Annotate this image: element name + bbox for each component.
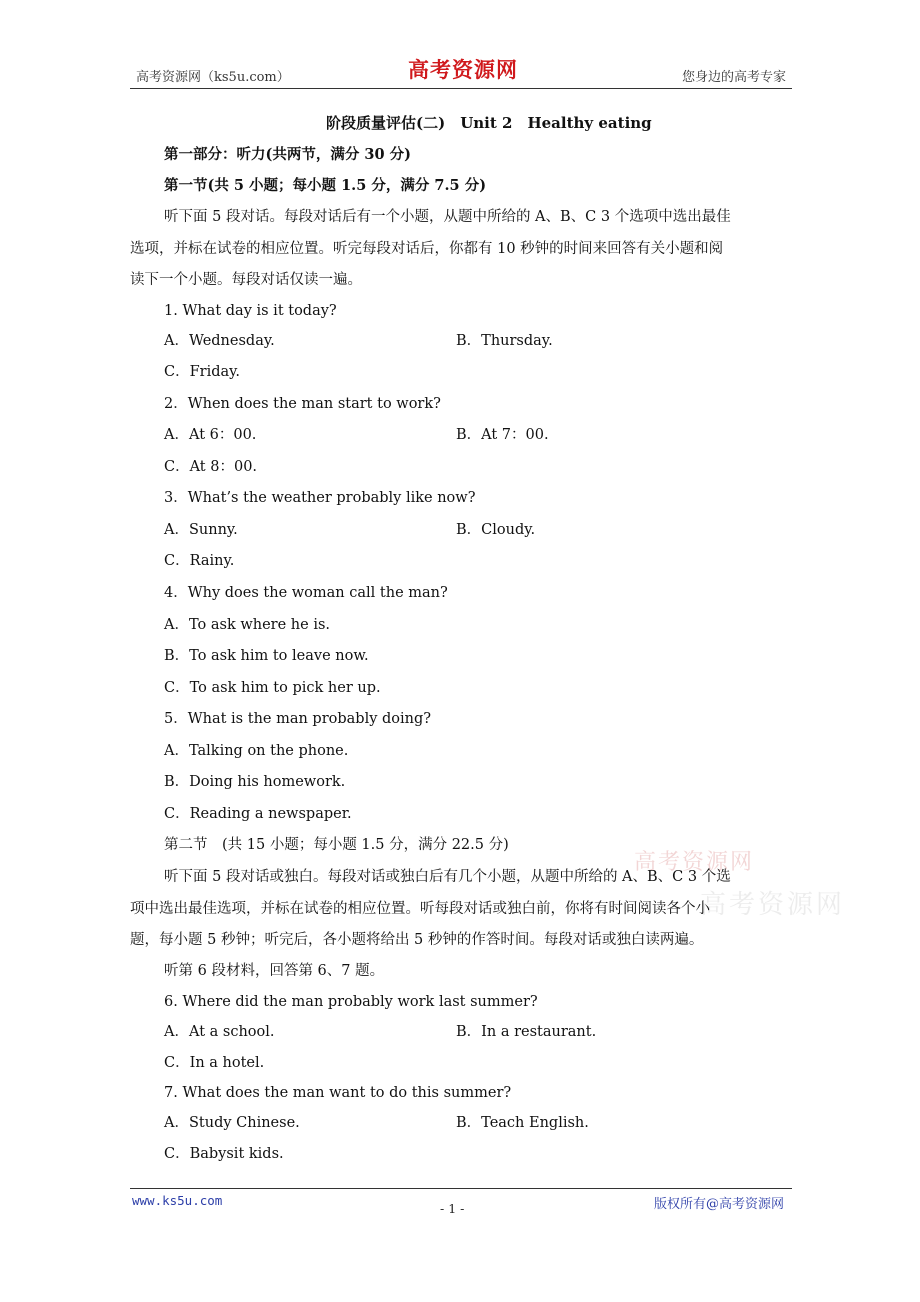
q7-option-a: A．Study Chinese. [164, 1115, 300, 1131]
header-site-name: 高考资源网（ks5u.com） [136, 70, 290, 85]
page-title: 阶段质量评估(二) Unit 2 Healthy eating [326, 114, 652, 132]
question-7: 7. What does the man want to do this summer? [164, 1085, 512, 1101]
header-slogan: 您身边的高考专家 [681, 70, 786, 85]
q3-option-b: B．Cloudy. [456, 522, 536, 538]
q3-option-a: A．Sunny. [164, 522, 238, 538]
section2-heading [164, 836, 509, 854]
q1-option-a: A．Wednesday. [164, 333, 275, 349]
page-header [130, 56, 792, 89]
q4-option-a: A．To ask where he is. [164, 617, 331, 633]
header-logo: 高考资源网 [408, 57, 518, 82]
footer-site-link[interactable]: www.ks5u.com [132, 1193, 223, 1208]
instruction-line: 选项，并标在试卷的相应位置。听完每段对话后，你都有 10 秒钟的时间来回答有关小题和阅 [130, 241, 724, 257]
q2-option-c: C．At 8：00. [164, 459, 258, 475]
material-6-label: 听第 6 段材料，回答第 6、7 题。 [164, 963, 385, 979]
question-4: 4．Why does the woman call the man? [164, 585, 448, 601]
instruction-line: 听下面 5 段对话。每段对话后有一个小题，从题中所给的 A、B、C 3 个选项中选出最佳 [164, 209, 731, 225]
q4-option-c: C．To ask him to pick her up. [164, 680, 381, 696]
instruction-line: 项中选出最佳选项，并标在试卷的相应位置。听每段对话或独白前，你将有时间阅读各个小 [130, 901, 710, 917]
watermark-bottom: 高考资源网 [700, 890, 846, 920]
q6-option-c: C．In a hotel. [164, 1055, 265, 1071]
q7-option-c: C．Babysit kids. [164, 1146, 284, 1162]
q7-option-b: B．Teach English. [456, 1115, 589, 1131]
q6-option-a: A．At a school. [164, 1024, 275, 1040]
part1-heading: 第一部分：听力(共两节，满分 30 分) [164, 146, 411, 163]
q6-option-b: B．In a restaurant. [456, 1024, 597, 1040]
section1-heading: 第一节(共 5 小题；每小题 1.5 分，满分 7.5 分) [164, 177, 487, 194]
watermark-top: 高考资源网 [634, 850, 755, 875]
instruction-line: 题，每小题 5 秒钟；听完后，各小题将给出 5 秒钟的作答时间。每段对话或独白读两遍。 [130, 932, 704, 948]
page-number: - 1 - [440, 1201, 465, 1216]
q2-option-b: B．At 7：00. [456, 427, 549, 443]
q1-option-c: C．Friday. [164, 364, 241, 380]
q5-option-a: A．Talking on the phone. [164, 743, 349, 759]
question-2: 2．When does the man start to work? [164, 396, 441, 412]
page-footer [130, 1188, 792, 1216]
q5-option-b: B．Doing his homework. [164, 774, 346, 790]
section2-heading-text: 第二节 (共 15 小题；每小题 1.5 分，满分 22.5 分) [164, 837, 509, 853]
question-6: 6. Where did the man probably work last summer? [164, 994, 538, 1010]
q4-option-b: B．To ask him to leave now. [164, 648, 369, 664]
question-5: 5．What is the man probably doing? [164, 711, 432, 727]
q3-option-c: C．Rainy. [164, 553, 235, 569]
footer-copyright[interactable]: 版权所有@高考资源网 [653, 1197, 784, 1212]
q2-option-a: A．At 6：00. [164, 427, 257, 443]
question-1: 1. What day is it today? [164, 303, 337, 319]
q5-option-c: C．Reading a newspaper. [164, 806, 352, 822]
instruction-line: 读下一个小题。每段对话仅读一遍。 [130, 272, 362, 288]
question-3: 3．What’s the weather probably like now? [164, 490, 476, 506]
q1-option-b: B．Thursday. [456, 333, 553, 349]
instruction-line: 听下面 5 段对话或独白。每段对话或独白后有几个小题，从题中所给的 A、B、C 3 个选 [164, 869, 731, 885]
